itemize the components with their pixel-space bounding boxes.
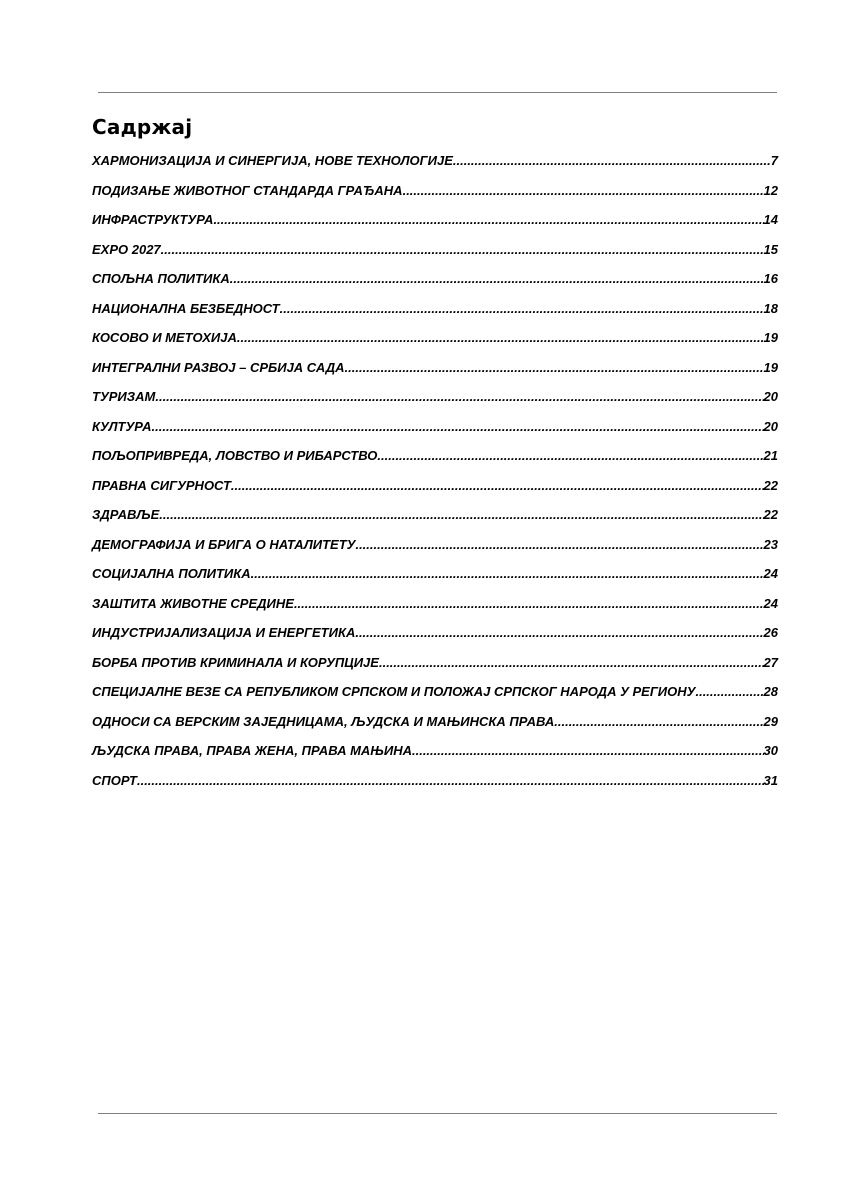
toc-entry-page-number: 23 [763, 536, 778, 552]
toc-entry-page-number: 24 [763, 595, 778, 611]
toc-dot-leader [403, 181, 764, 201]
toc-entry[interactable] [92, 446, 778, 476]
toc-entry[interactable] [92, 535, 778, 565]
toc-entry[interactable] [92, 564, 778, 594]
toc-dot-leader [294, 594, 764, 614]
toc-dot-leader [453, 151, 771, 171]
toc-entry[interactable] [92, 181, 778, 211]
toc-dot-leader [231, 476, 764, 496]
toc-dot-leader [355, 623, 763, 643]
toc-entry[interactable] [92, 358, 778, 388]
toc-entry[interactable] [92, 712, 778, 742]
toc-entry[interactable] [92, 682, 778, 712]
toc-entry[interactable] [92, 476, 778, 506]
toc-entry[interactable] [92, 594, 778, 624]
toc-entry-page-number: 20 [763, 389, 778, 404]
toc-entry-title: ПОДИЗАЊЕ ЖИВОТНОГ СТАНДАРДА ГРАЂАНА [92, 182, 403, 198]
toc-entry-page-number: 15 [763, 241, 778, 257]
toc-title: Садржај [92, 115, 193, 139]
header-rule [98, 92, 777, 93]
toc-dot-leader [161, 240, 764, 260]
toc-entry-title: СПЕЦИЈАЛНЕ ВЕЗЕ СА РЕПУБЛИКОМ СРПСКОМ И ПОЛОЖАЈ СРПСКОГ НАРОДА У РЕГИОНУ [92, 684, 696, 699]
toc-dot-leader [379, 653, 764, 673]
toc-entry[interactable] [92, 240, 778, 270]
toc-entry-title: ИНТЕГРАЛНИ РАЗВОЈ – СРБИЈА САДА [92, 359, 345, 375]
toc-dot-leader [237, 328, 764, 348]
toc-entry[interactable] [92, 387, 778, 417]
toc-entry-page-number: 31 [763, 772, 778, 788]
toc-entry-page-number: 24 [763, 566, 778, 581]
toc-entry[interactable] [92, 210, 778, 240]
toc-dot-leader [377, 446, 763, 466]
toc-dot-leader [251, 564, 764, 584]
toc-entry-title: СОЦИЈАЛНА ПОЛИТИКА [92, 566, 251, 581]
toc-entry-title: ТУРИЗАМ [92, 389, 156, 404]
toc-entry-page-number: 21 [763, 448, 778, 463]
toc-entry-title: ЗДРАВЉЕ [92, 507, 160, 522]
toc-entry-title: СПОЉНА ПОЛИТИКА [92, 271, 230, 286]
toc-entry-title: ПОЉОПРИВРЕДА, ЛОВСТВО И РИБАРСТВО [92, 448, 378, 463]
toc-entry-page-number: 28 [763, 684, 778, 699]
toc-entry-page-number: 19 [763, 330, 778, 345]
toc-dot-leader [159, 505, 763, 525]
toc-entry[interactable] [92, 151, 778, 181]
toc-entry-page-number: 30 [763, 743, 778, 758]
toc-entry-page-number: 14 [763, 212, 778, 227]
toc-entry-title: ЗАШТИТА ЖИВОТНЕ СРЕДИНЕ [92, 595, 294, 611]
toc-dot-leader [355, 535, 763, 555]
toc-entry[interactable] [92, 653, 778, 683]
toc-entry[interactable] [92, 623, 778, 653]
toc-entry-page-number: 22 [763, 507, 778, 522]
toc-entry-page-number: 27 [763, 654, 778, 670]
toc-entry-page-number: 22 [763, 477, 778, 493]
toc-entry-page-number: 20 [763, 418, 778, 434]
toc-dot-leader [280, 299, 764, 319]
toc-entry-title: ЉУДСКА ПРАВА, ПРАВА ЖЕНА, ПРАВА МАЊИНА [92, 743, 412, 758]
toc-entry[interactable] [92, 328, 778, 358]
toc-dot-leader [155, 387, 763, 407]
toc-entry-title: EXPO 2027 [92, 241, 161, 257]
toc-entry[interactable] [92, 771, 778, 801]
toc-dot-leader [412, 741, 764, 761]
toc-entry-page-number: 18 [763, 300, 778, 316]
toc-entry-title: НАЦИОНАЛНА БЕЗБЕДНОСТ [92, 300, 280, 316]
toc-dot-leader [345, 358, 764, 378]
toc-entry-title: ДЕМОГРАФИЈА И БРИГА О НАТАЛИТЕТУ [92, 536, 356, 552]
toc-dot-leader [695, 682, 763, 702]
toc-entry-page-number: 7 [770, 153, 778, 168]
footer-rule [98, 1113, 777, 1114]
toc-entry-title: ОДНОСИ СА ВЕРСКИМ ЗАЈЕДНИЦАМА, ЉУДСКА И МАЊИНСКА ПРАВА [92, 713, 555, 729]
toc-entry[interactable] [92, 269, 778, 299]
toc-entry-page-number: 26 [763, 625, 778, 640]
toc-entry-page-number: 19 [763, 359, 778, 375]
toc-entry-page-number: 16 [763, 271, 778, 286]
toc-entry-page-number: 12 [763, 182, 778, 198]
toc-dot-leader [137, 771, 764, 791]
toc-entry[interactable] [92, 741, 778, 771]
toc-entry[interactable] [92, 299, 778, 329]
toc-entry-title: ПРАВНА СИГУРНОСТ [92, 477, 231, 493]
toc-dot-leader [213, 210, 763, 230]
toc-entry-title: ХАРМОНИЗАЦИЈА И СИНЕРГИЈА, НОВЕ ТЕХНОЛОГИЈЕ [92, 153, 453, 168]
toc-dot-leader [554, 712, 763, 732]
toc-dot-leader [152, 417, 764, 437]
toc-entry-title: СПОРТ [92, 772, 137, 788]
toc-entry-page-number: 29 [763, 713, 778, 729]
toc-dot-leader [230, 269, 764, 289]
toc-entry[interactable] [92, 417, 778, 447]
toc-entry-title: ИНДУСТРИЈАЛИЗАЦИЈА И ЕНЕРГЕТИКА [92, 625, 356, 640]
toc-entry-title: КУЛТУРА [92, 418, 152, 434]
toc-entry-title: КОСОВО И МЕТОХИЈА [92, 330, 237, 345]
toc-entry-title: ИНФРАСТРУКТУРА [92, 212, 214, 227]
toc-list [92, 151, 778, 800]
toc-entry-title: БОРБА ПРОТИВ КРИМИНАЛА И КОРУПЦИЈЕ [92, 654, 379, 670]
toc-entry[interactable] [92, 505, 778, 535]
